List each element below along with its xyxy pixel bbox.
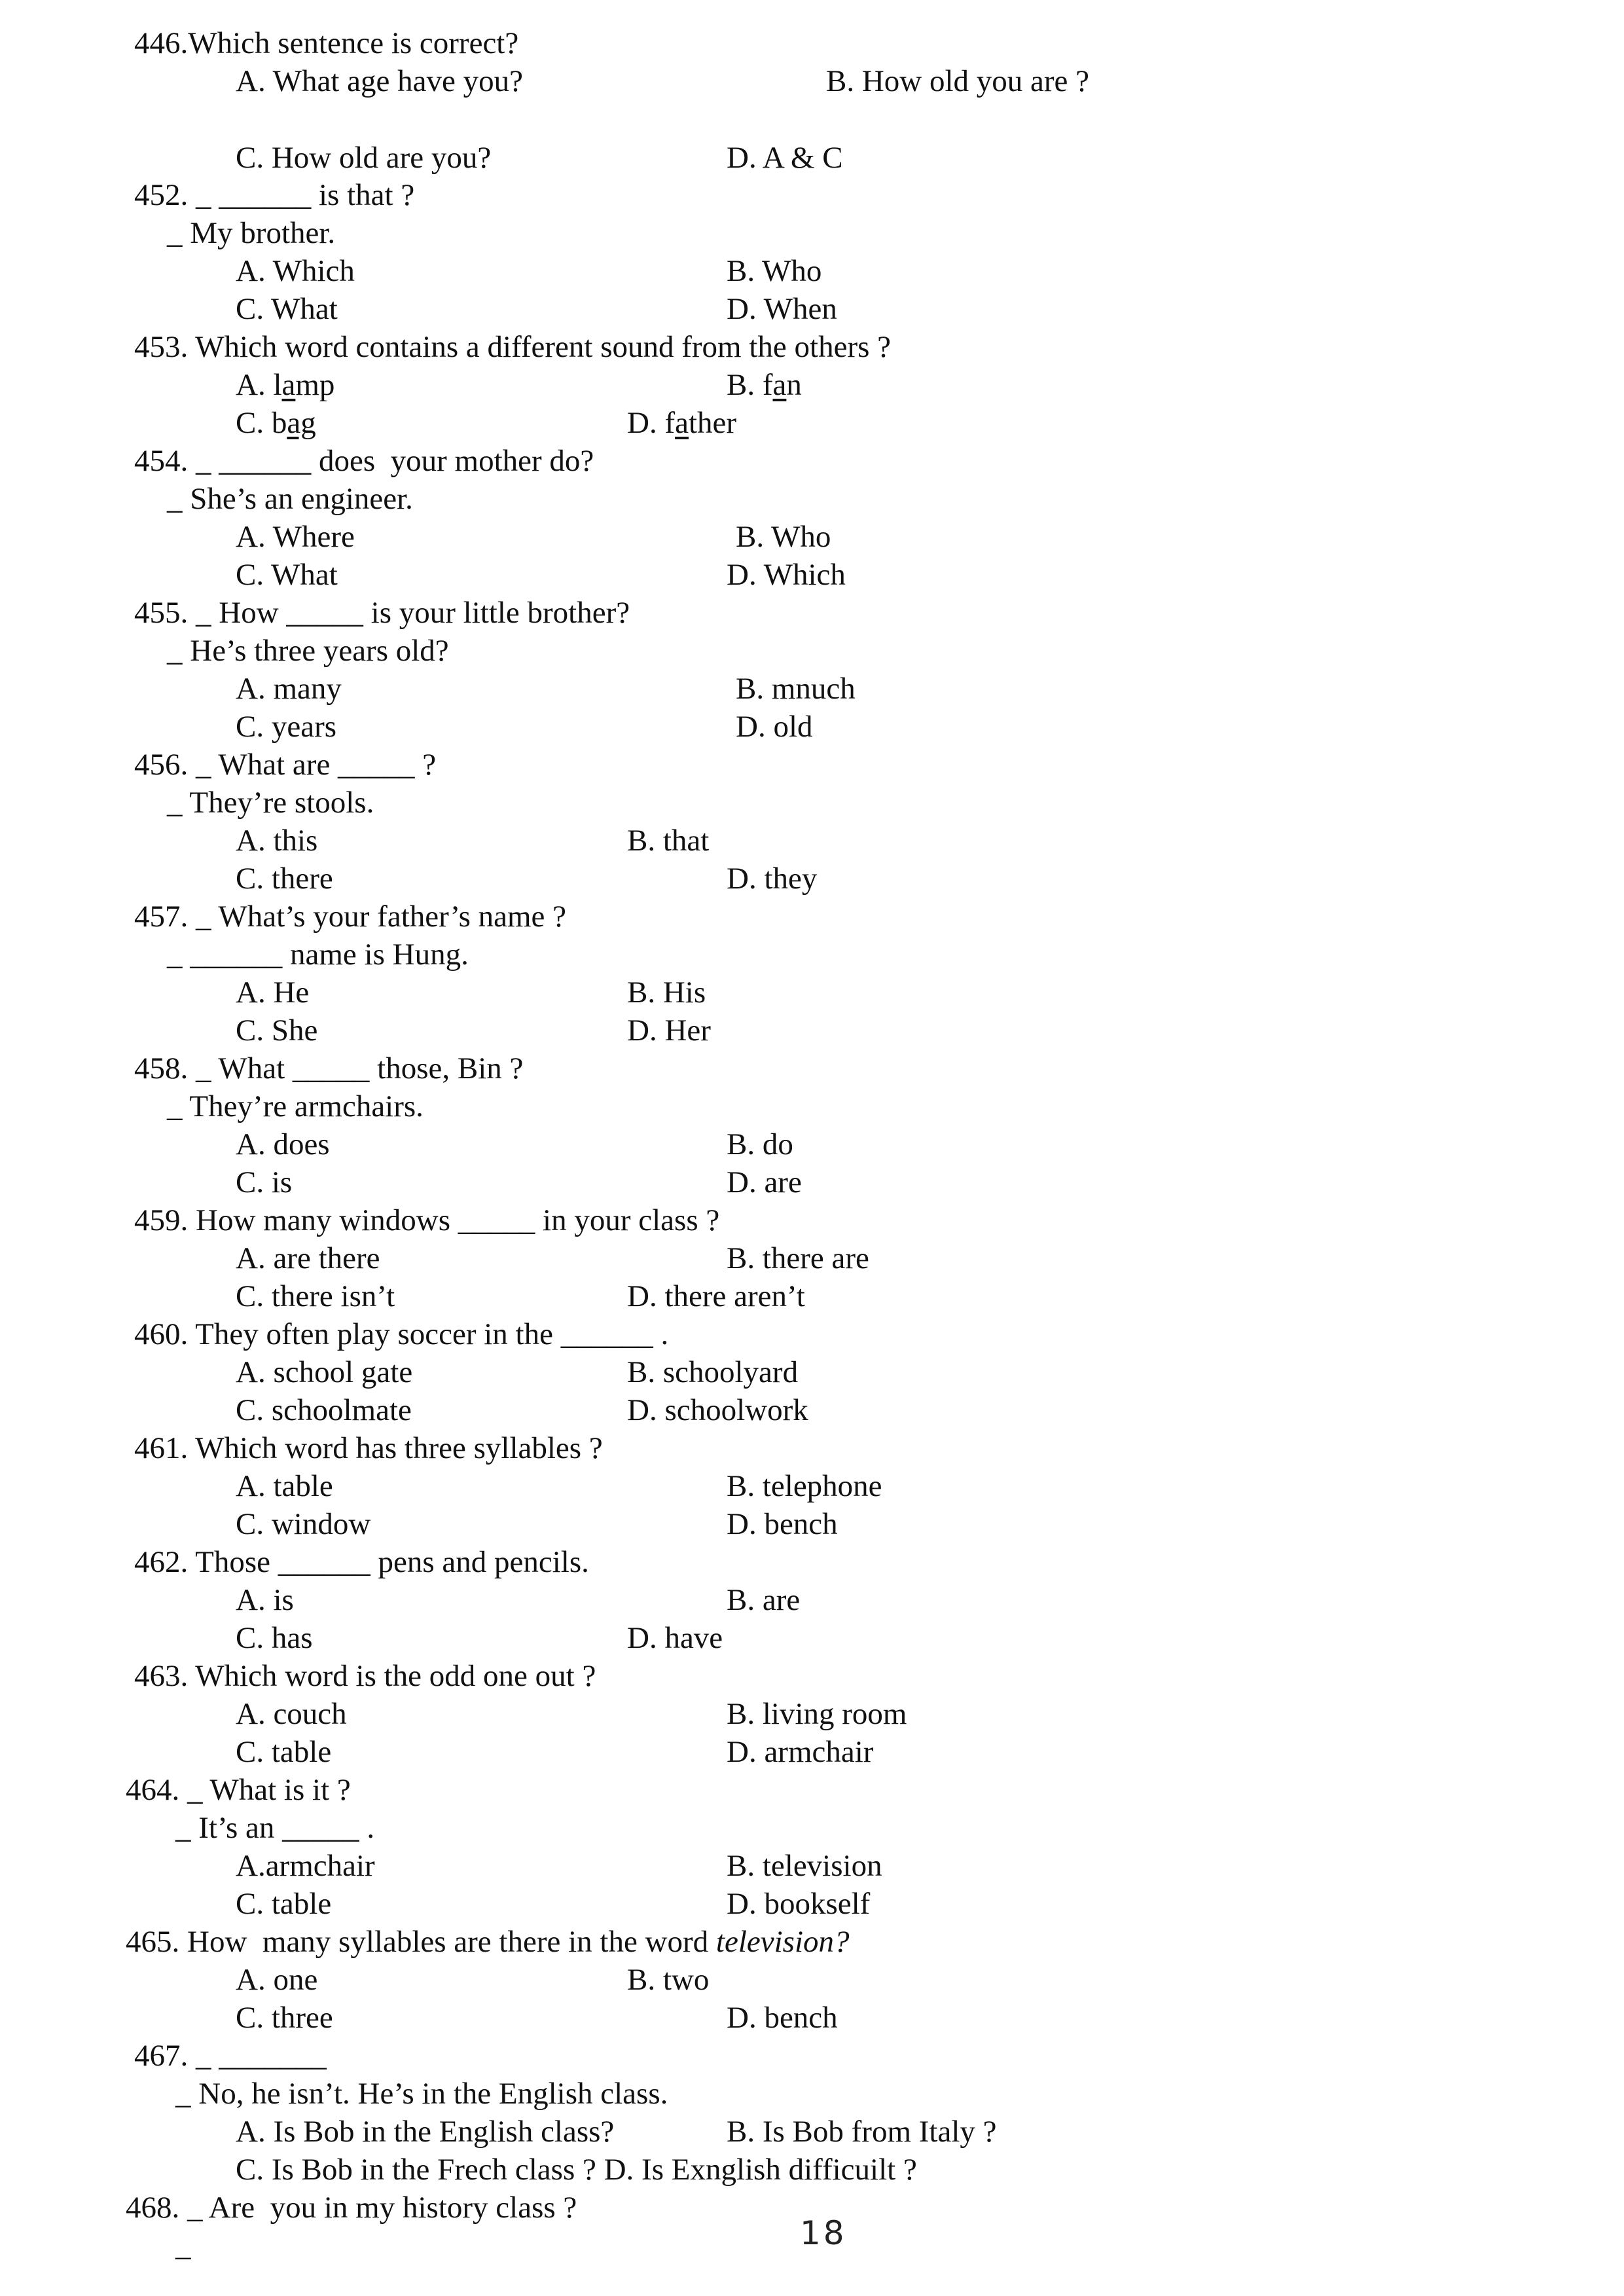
option: B. Who [727, 254, 822, 288]
answer-line: _ He’s three years old? [167, 634, 449, 668]
question-stem: 458. _ What _____ those, Bin ? [134, 1051, 524, 1085]
option: B. two [627, 1963, 710, 1997]
option: B. do [727, 1127, 793, 1161]
option: A. does [236, 1127, 330, 1161]
question-stem: 465. How many syllables are there in the word television? [126, 1925, 850, 1959]
option: C. table [236, 1887, 332, 1921]
option: D. bookself [727, 1887, 871, 1921]
option: A. many [236, 672, 342, 706]
option: C. What [236, 558, 338, 592]
answer-line: _ ______ name is Hung. [167, 938, 469, 972]
option: A. is [236, 1583, 294, 1617]
option: B. schoolyard [627, 1355, 799, 1389]
question-stem: 468. _ Are you in my history class ? [126, 2191, 577, 2225]
option: C. three [236, 2001, 333, 2035]
answer-line: _ No, he isn’t. He’s in the English class. [175, 2077, 668, 2111]
answer-line: _ They’re stools. [167, 786, 374, 820]
option: B. are [727, 1583, 801, 1617]
option: D. are [727, 1165, 802, 1199]
question-stem: 453. Which word contains a different sound from the others ? [134, 330, 891, 364]
option: B. How old you are ? [826, 64, 1090, 98]
option: B. telephone [727, 1469, 882, 1503]
option: C. is [236, 1165, 293, 1199]
option: D. When [727, 292, 837, 326]
option: A. couch [236, 1697, 347, 1731]
option: B. His [627, 975, 706, 1010]
option: C. there isn’t [236, 1279, 395, 1313]
option: D. Which [727, 558, 846, 592]
option: A. Is Bob in the English class? [236, 2115, 615, 2149]
question-stem: 467. _ _______ [134, 2039, 327, 2073]
answer-line: _ She’s an engineer. [167, 482, 413, 516]
option: C. has [236, 1621, 313, 1655]
option: D. A & C [727, 141, 843, 175]
option: D. bench [727, 2001, 838, 2035]
question-stem: 454. _ ______ does your mother do? [134, 444, 594, 478]
option: B. Is Bob from Italy ? [727, 2115, 997, 2149]
question-stem: 463. Which word is the odd one out ? [134, 1659, 596, 1693]
option: B. there are [727, 1241, 869, 1275]
option: A. are there [236, 1241, 380, 1275]
option: C. She [236, 1013, 318, 1048]
answer-line: _ They’re armchairs. [167, 1089, 424, 1123]
option: A. What age have you? [236, 64, 523, 98]
option: D. bench [727, 1507, 838, 1541]
question-stem: 452. _ ______ is that ? [134, 178, 415, 212]
option: A. lamp [236, 368, 335, 402]
option: A.armchair [236, 1849, 375, 1883]
option: A. table [236, 1469, 333, 1503]
option: C. bag [236, 406, 316, 440]
option: B. fan [727, 368, 802, 402]
option: D. father [627, 406, 737, 440]
page-number: 18 [800, 2214, 847, 2252]
option: A. Where [236, 520, 355, 554]
question-stem: 457. _ What’s your father’s name ? [134, 900, 566, 934]
italic-word: television? [715, 1925, 850, 1959]
option: D. schoolwork [627, 1393, 808, 1427]
option: C. Is Bob in the Frech class ? D. Is Exnglish difficuilt ? [236, 2153, 917, 2187]
question-stem: 459. How many windows _____ in your class ? [134, 1203, 720, 1237]
option: B. that [627, 824, 710, 858]
answer-line: _ It’s an _____ . [175, 1811, 375, 1845]
option: C. there [236, 862, 333, 896]
option: D. old [736, 710, 813, 744]
option: B. Who [736, 520, 831, 554]
question-stem: 460. They often play soccer in the ______ . [134, 1317, 669, 1351]
option: D. they [727, 862, 818, 896]
option: A. this [236, 824, 318, 858]
question-stem: 461. Which word has three syllables ? [134, 1431, 603, 1465]
option: C. window [236, 1507, 371, 1541]
option: C. schoolmate [236, 1393, 412, 1427]
answer-line: _ [175, 2229, 191, 2263]
option: C. What [236, 292, 338, 326]
option: D. armchair [727, 1735, 874, 1769]
option: A. He [236, 975, 310, 1010]
question-stem: 456. _ What are _____ ? [134, 748, 437, 782]
option: D. have [627, 1621, 723, 1655]
option: D. Her [627, 1013, 711, 1048]
option: C. How old are you? [236, 141, 492, 175]
option: D. there aren’t [627, 1279, 805, 1313]
option: B. living room [727, 1697, 907, 1731]
answer-line: _ My brother. [167, 216, 336, 250]
option: A. one [236, 1963, 318, 1997]
option: B. television [727, 1849, 882, 1883]
option: B. mnuch [736, 672, 856, 706]
option: A. school gate [236, 1355, 413, 1389]
question-stem: 455. _ How _____ is your little brother? [134, 596, 630, 630]
question-stem: 462. Those ______ pens and pencils. [134, 1545, 589, 1579]
question-stem: 446.Which sentence is correct? [134, 26, 519, 60]
option: A. Which [236, 254, 355, 288]
question-stem: 464. _ What is it ? [126, 1773, 351, 1807]
option: C. years [236, 710, 337, 744]
option: C. table [236, 1735, 332, 1769]
